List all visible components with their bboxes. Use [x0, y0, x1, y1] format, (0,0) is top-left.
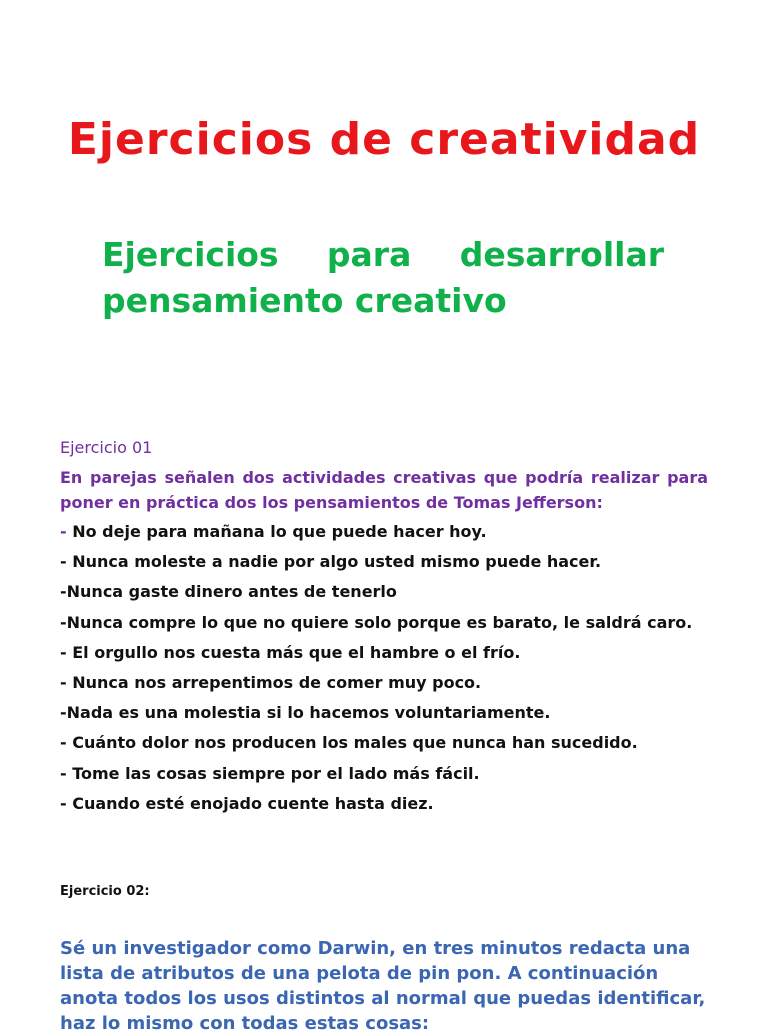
list-dash: - [60, 522, 67, 541]
list-item: - Tome las cosas siempre por el lado más fácil. [60, 763, 480, 783]
thoughts-list [60, 518, 720, 820]
page-title: Ejercicios de creatividad [67, 114, 701, 165]
list-item: - Cuando esté enojado cuente hasta diez. [60, 793, 434, 813]
list-item: - El orgullo nos cuesta más que el hambre o el frío. [60, 642, 521, 662]
exercise-2-text: Sé un investigador como Darwin, en tres minutos redacta una lista de atributos de una pelota de pin pon. A continuación anota todos los usos distintos al normal que puedas identificar, haz lo mismo con todas estas cosas: [60, 938, 706, 1034]
list-item [60, 518, 720, 548]
exercise-1-intro: En parejas señalen dos actividades creativas que podría realizar para poner en práctica dos los pensamientos de Tomas Jefferson: [60, 468, 708, 512]
list-item: -Nunca gaste dinero antes de tenerlo [60, 582, 397, 602]
list-item: - Nunca moleste a nadie por algo usted mismo puede hacer. [60, 552, 602, 572]
list-item: - Nunca nos arrepentimos de comer muy poco. [60, 672, 482, 692]
page-subtitle: Ejercicios para desarrollar pensamiento creativo [102, 235, 664, 320]
exercise-2-label: Ejercicio 02: [60, 884, 150, 899]
list-item: -Nunca compre lo que no quiere solo porque es barato, le saldrá caro. [60, 612, 693, 632]
exercise-1-label: Ejercicio 01 [60, 438, 153, 457]
list-item: -Nada es una molestia si lo hacemos voluntariamente. [60, 703, 551, 723]
list-item: - Cuánto dolor nos producen los males que nunca han sucedido. [60, 733, 638, 753]
list-item-text: No deje para mañana lo que puede hacer hoy. [66, 522, 487, 541]
